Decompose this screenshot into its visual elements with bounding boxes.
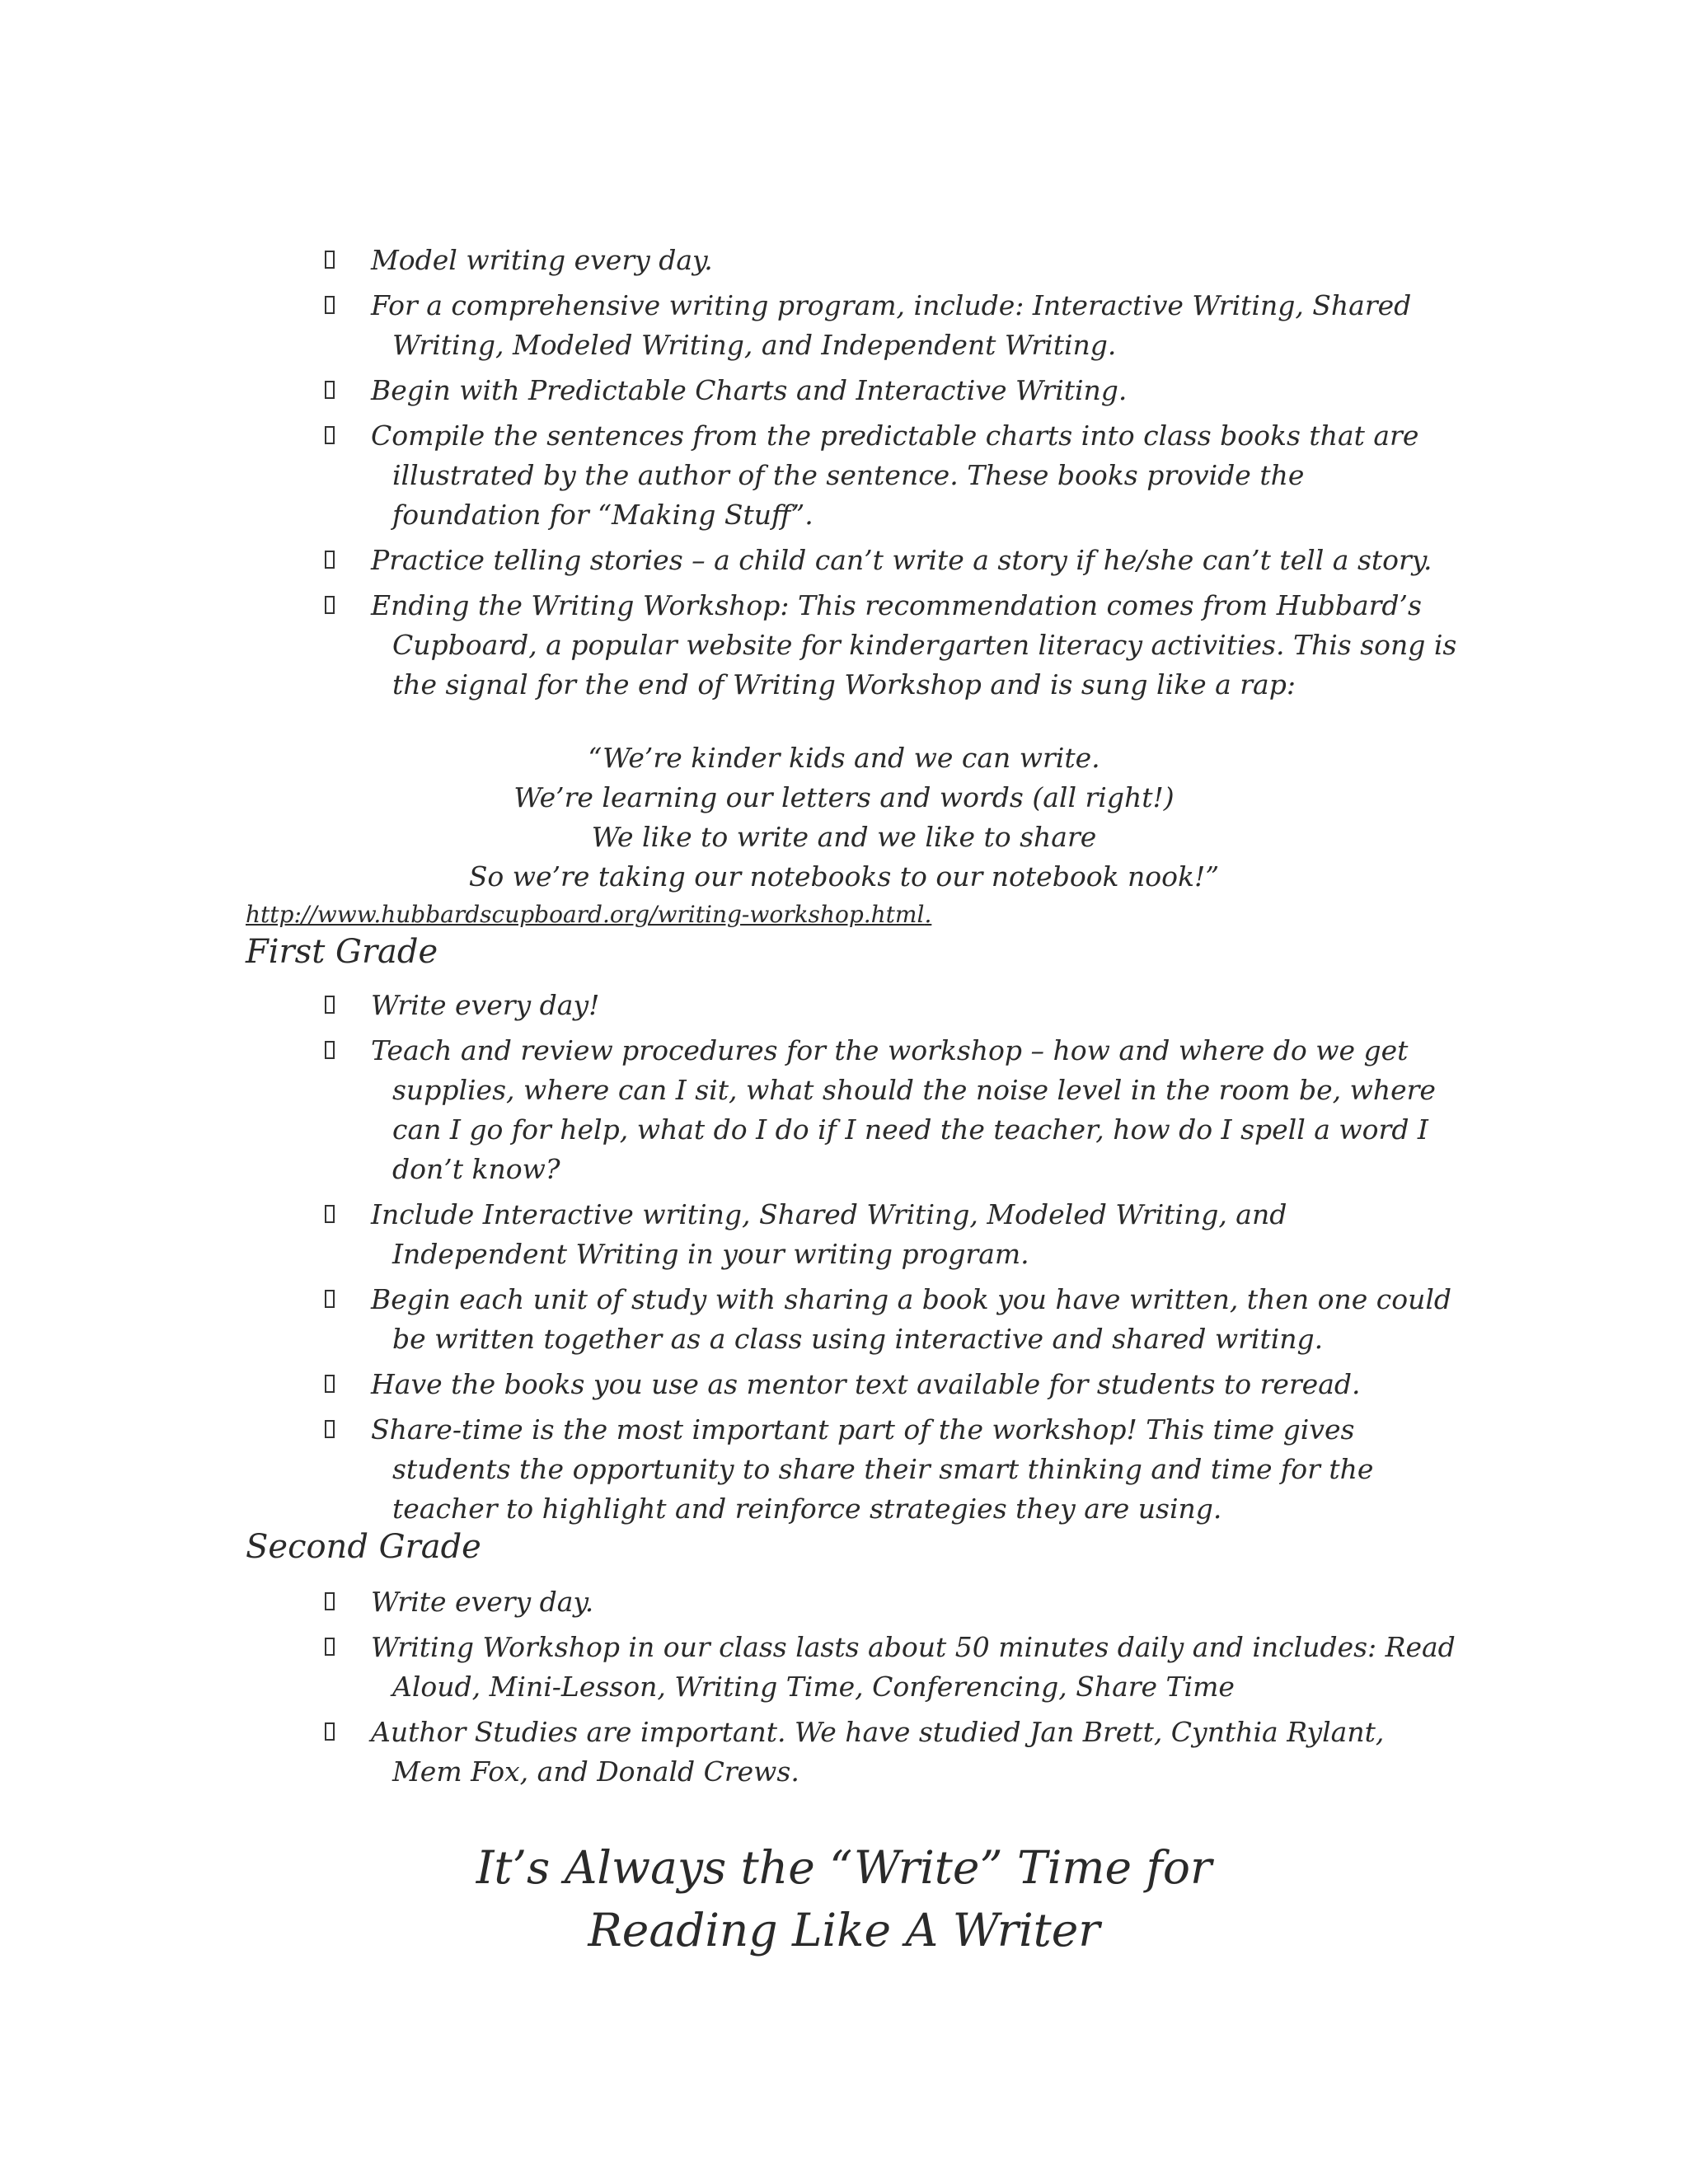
poem-line: We like to write and we like to share <box>591 821 1097 853</box>
checkbox-bullet-icon <box>325 1375 335 1393</box>
list-item: Author Studies are important. We have studied Jan Brett, Cynthia Rylant, Mem Fox, and Donald Crews. <box>321 1713 1459 1792</box>
checkbox-bullet-icon <box>325 296 335 314</box>
list-item: Share-time is the most important part of the workshop! This time gives students the opportunity to share their smart thinking and time for the teacher to highlight and reinforce strategies they are using. <box>321 1410 1459 1529</box>
list-item: Begin each unit of study with sharing a book you have written, then one could be written together as a class using interactive and shared writing. <box>321 1280 1459 1359</box>
list-item: Write every day! <box>321 986 1459 1025</box>
source-link-period: . <box>924 901 932 928</box>
closing-title <box>0 1836 1688 1961</box>
checkbox-bullet-icon <box>325 1638 335 1656</box>
poem-line: So we’re taking our notebooks to our notebook nook!” <box>468 860 1220 893</box>
checkbox-bullet-icon <box>325 426 335 444</box>
first-grade-list <box>321 986 1459 1535</box>
list-item: Writing Workshop in our class lasts about 50 minutes daily and includes: Read Aloud, Mini-Lesson, Writing Time, Conferencing, Share Time <box>321 1628 1459 1707</box>
list-item: Practice telling stories – a child can’t write a story if he/she can’t tell a story. <box>321 541 1459 580</box>
second-grade-list <box>321 1582 1459 1797</box>
list-item: Compile the sentences from the predictable charts into class books that are illustrated by the author of the sentence. These books provide the foundation for “Making Stuff”. <box>321 416 1459 535</box>
list-item: Write every day. <box>321 1582 1459 1622</box>
source-link-line <box>246 900 931 930</box>
checkbox-bullet-icon <box>325 1290 335 1308</box>
closing-line-2: Reading Like A Writer <box>588 1904 1100 1957</box>
second-grade-heading: Second Grade <box>246 1528 481 1566</box>
first-grade-heading: First Grade <box>246 933 438 971</box>
source-link[interactable]: http://www.hubbardscupboard.org/writing-workshop.html <box>246 901 925 928</box>
poem-line: We’re learning our letters and words (all right!) <box>513 781 1175 813</box>
checkbox-bullet-icon <box>325 596 335 614</box>
poem-line: “We’re kinder kids and we can write. <box>588 742 1100 774</box>
closing-line-1: It’s Always the “Write” Time for <box>476 1841 1212 1894</box>
list-item: For a comprehensive writing program, include: Interactive Writing, Shared Writing, Modeled Writing, and Independent Writing. <box>321 286 1459 365</box>
list-item: Begin with Predictable Charts and Interactive Writing. <box>321 371 1459 410</box>
kindergarten-list <box>321 241 1459 710</box>
checkbox-bullet-icon <box>325 251 335 269</box>
list-item: Include Interactive writing, Shared Writing, Modeled Writing, and Independent Writing in your writing program. <box>321 1195 1459 1274</box>
list-item: Have the books you use as mentor text available for students to reread. <box>321 1365 1459 1404</box>
checkbox-bullet-icon <box>325 551 335 569</box>
list-item: Ending the Writing Workshop: This recommendation comes from Hubbard’s Cupboard, a popular website for kindergarten literacy activities. This song is the signal for the end of Writing Workshop and is sung like a rap: <box>321 586 1459 705</box>
list-item: Teach and review procedures for the workshop – how and where do we get supplies, where can I sit, what should the noise level in the room be, where can I go for help, what do I do if I need the teacher, how do I spell a word I don’t know? <box>321 1031 1459 1189</box>
list-item: Model writing every day. <box>321 241 1459 280</box>
checkbox-bullet-icon <box>325 1722 335 1741</box>
checkbox-bullet-icon <box>325 996 335 1014</box>
checkbox-bullet-icon <box>325 381 335 399</box>
checkbox-bullet-icon <box>325 1592 335 1610</box>
checkbox-bullet-icon <box>325 1041 335 1059</box>
checkbox-bullet-icon <box>325 1205 335 1223</box>
checkbox-bullet-icon <box>325 1420 335 1438</box>
rap-poem <box>0 738 1688 897</box>
